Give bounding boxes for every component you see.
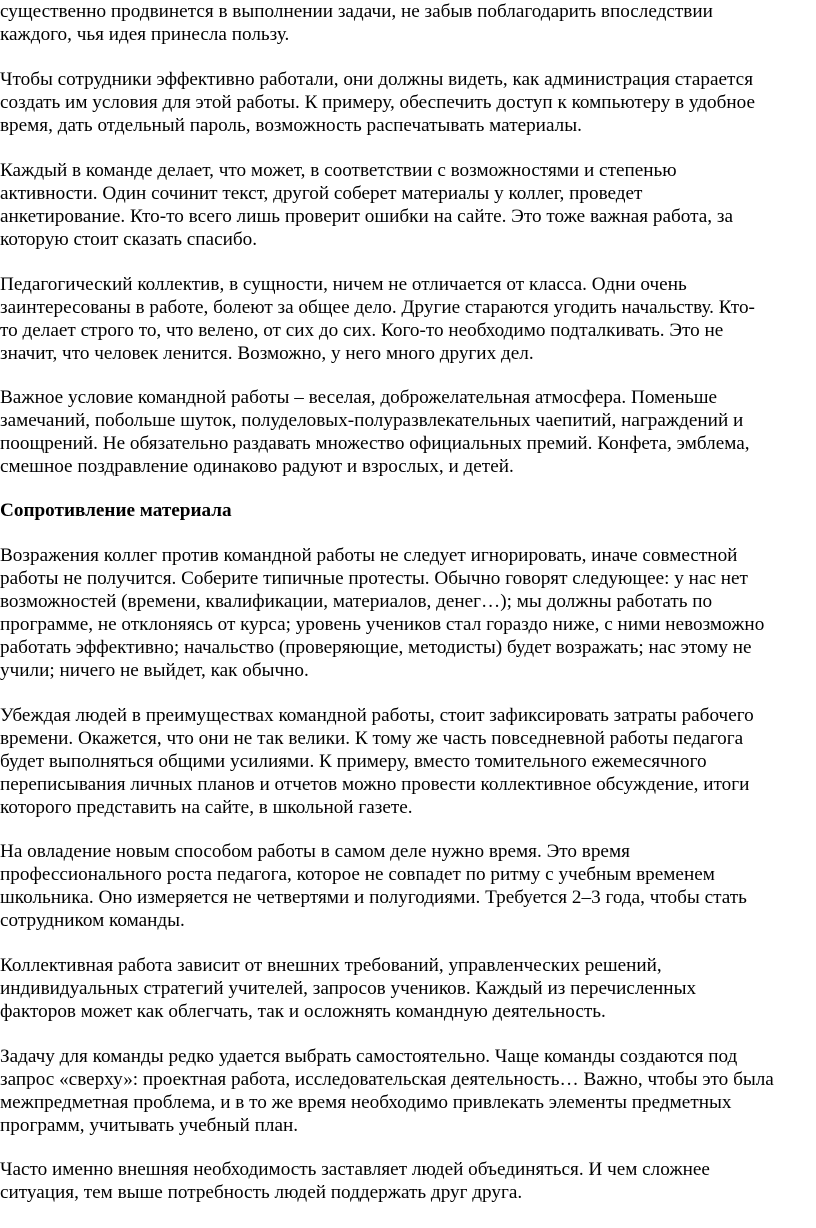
paragraph bbox=[0, 159, 733, 251]
text-line: Каждый в команде делает, что может, в соответствии с возможностями и степенью bbox=[0, 160, 677, 181]
text-line: активности. Один сочинит текст, другой соберет материалы у коллег, проведет bbox=[0, 183, 643, 205]
text-line: индивидуальных стратегий учителей, запросов учеников. Каждый из перечисленных bbox=[0, 978, 697, 1000]
text-line: переписывания личных планов и отчетов можно провести коллективное обсуждение, итоги bbox=[0, 774, 750, 796]
text-line: программ, учитывать учебный план. bbox=[0, 1115, 299, 1137]
text-line: Коллективная работа зависит от внешних требований, управленческих решений, bbox=[0, 955, 662, 976]
text-line: времени. Окажется, что они не так велики. К тому же часть повседневной работы педагога bbox=[0, 728, 744, 750]
text-line: сотрудником команды. bbox=[0, 910, 185, 932]
text-line: которого представить на сайте, в школьной газете. bbox=[0, 797, 413, 819]
text-line: будет выполняться общими усилиями. К примеру, вместо томительного ежемесячного bbox=[0, 751, 707, 773]
text-line: программе, не отклоняясь от курса; уровень учеников стал гораздо ниже, с ними невозможно bbox=[0, 614, 765, 636]
text-line: работать эффективно; начальство (проверяющие, методисты) будет возражать; нас этому не bbox=[0, 637, 752, 659]
text-line: факторов может как облегчать, так и осложнять командную деятельность. bbox=[0, 1001, 606, 1023]
text-line: Часто именно внешняя необходимость заставляет людей объединяться. И чем сложнее bbox=[0, 1159, 710, 1180]
paragraph bbox=[0, 386, 750, 478]
text-line: На овладение новым способом работы в самом деле нужно время. Это время bbox=[0, 841, 630, 862]
text-line: существенно продвинется в выполнении задачи, не забыв поблагодарить впоследствии bbox=[0, 1, 713, 22]
text-line: школьника. Оно измеряется не четвертями и полугодиями. Требуется 2–3 года, чтобы стать bbox=[0, 887, 747, 909]
text-line: которую стоит сказать спасибо. bbox=[0, 229, 258, 251]
text-line: Важное условие командной работы – веселая, доброжелательная атмосфера. Поменьше bbox=[0, 387, 718, 408]
paragraph bbox=[0, 68, 755, 137]
paragraph bbox=[0, 544, 764, 683]
section-heading: Сопротивление материала bbox=[0, 500, 232, 521]
paragraph bbox=[0, 954, 696, 1023]
text-line: работы не получится. Соберите типичные протесты. Обычно говорят следующее: у нас нет bbox=[0, 568, 748, 590]
text-line: возможностей (времени, квалификации, материалов, денег…); мы должны работать по bbox=[0, 591, 713, 613]
text-line: поощрений. Не обязательно раздавать множество официальных премий. Конфета, эмблема, bbox=[0, 433, 750, 455]
text-line: межпредметная проблема, и в то же время необходимо привлекать элементы предметных bbox=[0, 1092, 732, 1114]
text-line: значит, что человек ленится. Возможно, у него много других дел. bbox=[0, 343, 534, 365]
paragraph bbox=[0, 0, 713, 46]
text-line: учили; ничего не выйдет, как обычно. bbox=[0, 660, 309, 682]
text-line: Педагогический коллектив, в сущности, ничем не отличается от класса. Одни очень bbox=[0, 274, 687, 295]
text-line: создать им условия для этой работы. К примеру, обеспечить доступ к компьютеру в удобное bbox=[0, 92, 756, 114]
text-line: замечаний, побольше шуток, полуделовых-полуразвлекательных чаепитий, награждений и bbox=[0, 410, 744, 432]
text-line: заинтересованы в работе, болеют за общее дело. Другие стараются угодить начальству. Кто- bbox=[0, 297, 755, 319]
paragraph bbox=[0, 840, 747, 932]
text-line: запрос «сверху»: проектная работа, исследовательская деятельность… Важно, чтобы это была bbox=[0, 1069, 774, 1091]
text-line: Возражения коллег против командной работы не следует игнорировать, иначе совместной bbox=[0, 545, 738, 566]
text-line: ситуация, тем выше потребность людей поддержать друг друга. bbox=[0, 1182, 523, 1204]
paragraph bbox=[0, 1045, 774, 1137]
paragraph bbox=[0, 704, 754, 819]
paragraph bbox=[0, 273, 755, 365]
text-line: смешное поздравление одинаково радуют и взрослых, и детей. bbox=[0, 456, 514, 478]
text-line: каждого, чья идея принесла пользу. bbox=[0, 24, 290, 46]
text-line: Чтобы сотрудники эффективно работали, они должны видеть, как администрация старается bbox=[0, 69, 754, 90]
text-line: Задачу для команды редко удается выбрать самостоятельно. Чаще команды создаются под bbox=[0, 1046, 738, 1067]
text-line: время, дать отдельный пароль, возможность распечатывать материалы. bbox=[0, 115, 582, 137]
text-line: профессионального роста педагога, которое не совпадет по ритму с учебным временем bbox=[0, 864, 715, 886]
text-line: анкетирование. Кто-то всего лишь проверит ошибки на сайте. Это тоже важная работа, за bbox=[0, 206, 733, 228]
text-line: то делает строго то, что велено, от сих до сих. Кого-то необходимо подталкивать. Это не bbox=[0, 320, 724, 342]
paragraph bbox=[0, 1158, 710, 1204]
text-line: Убеждая людей в преимуществах командной работы, стоит зафиксировать затраты рабочего bbox=[0, 705, 754, 726]
